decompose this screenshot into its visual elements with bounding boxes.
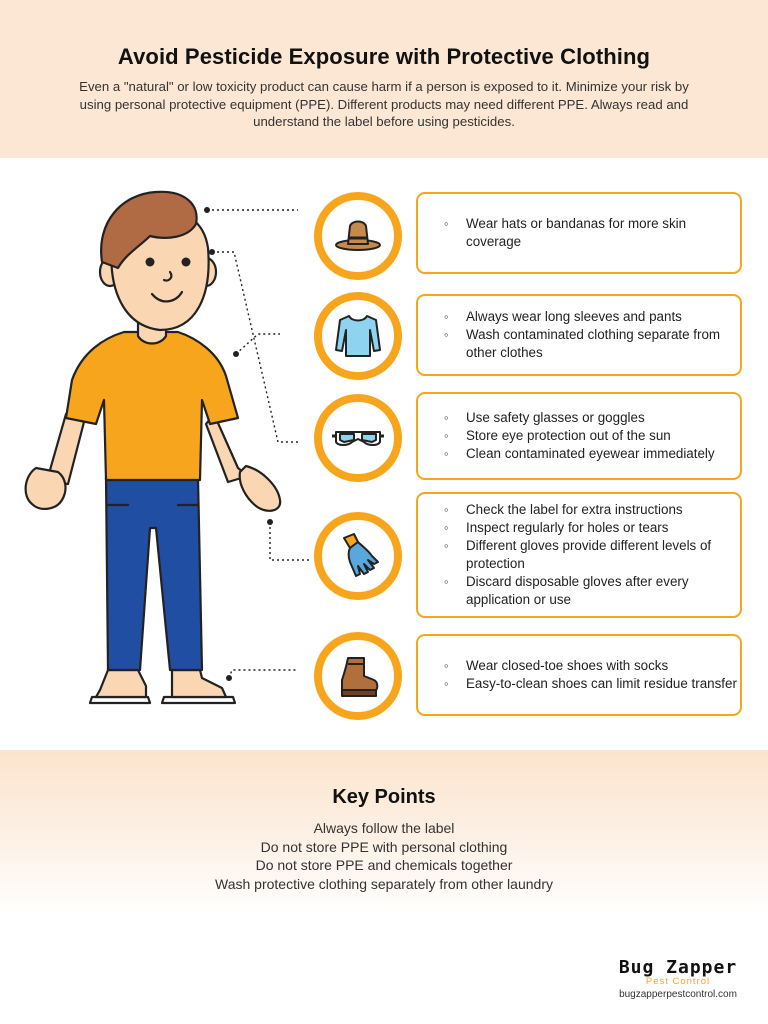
- list-item: ◦ Wear hats or bandanas for more skin coverage: [444, 215, 740, 251]
- brand-url: bugzapperpestcontrol.com: [619, 989, 737, 1000]
- page-title: Avoid Pesticide Exposure with Protective Clothing: [117, 44, 651, 69]
- hat-card: [416, 192, 742, 274]
- list-item: ◦ Clean contaminated eyewear immediately: [444, 445, 740, 463]
- brand-name: Bug Zapper: [618, 957, 738, 978]
- bullet-list: [444, 215, 740, 251]
- list-item: ◦ Discard disposable gloves after every application or use: [444, 573, 740, 609]
- list-item: ◦ Wear closed-toe shoes with socks: [444, 657, 740, 675]
- key-point: Wash protective clothing separately from other laundry: [215, 875, 553, 892]
- eyewear-card: [416, 392, 742, 480]
- hat-icon-ring: [314, 192, 402, 280]
- key-point: Do not store PPE with personal clothing: [260, 838, 508, 855]
- gloves-card: [416, 492, 742, 618]
- goggles-icon-ring: [314, 394, 402, 482]
- shirt-icon-ring: [314, 292, 402, 380]
- bullet-list: [444, 501, 740, 609]
- key-points-title: Key Points: [332, 786, 436, 808]
- boot-icon: [322, 640, 394, 712]
- gloves-icon-ring: [314, 512, 402, 600]
- bullet-list: [444, 657, 740, 693]
- list-item: ◦ Inspect regularly for holes or tears: [444, 519, 740, 537]
- goggles-icon: [322, 402, 394, 474]
- list-item: ◦ Store eye protection out of the sun: [444, 427, 740, 445]
- list-item: ◦ Always wear long sleeves and pants: [444, 308, 740, 326]
- list-item: ◦ Wash contaminated clothing separate from other clothes: [444, 326, 740, 362]
- bullet-list: [444, 308, 740, 362]
- bullet-list: [444, 409, 740, 463]
- clothing-card: [416, 294, 742, 376]
- list-item: ◦ Use safety glasses or goggles: [444, 409, 740, 427]
- gloves-icon: [322, 520, 394, 592]
- key-point: Do not store PPE and chemicals together: [255, 857, 513, 873]
- hat-icon: [322, 200, 394, 272]
- list-item: ◦ Different gloves provide different levels of protection: [444, 537, 740, 573]
- key-points-list: [0, 819, 768, 893]
- intro-text: Even a "natural" or low toxicity product can cause harm if a person is exposed to it. Minimize your risk by using personal protective equipment (PPE). Different products may need different PPE. Always read and understand the label before using pesticides.: [79, 79, 689, 129]
- brand-logo: [614, 957, 742, 1000]
- brand-tagline: Pest Control: [645, 976, 711, 987]
- header-banner: [0, 0, 768, 158]
- key-point: Always follow the label: [313, 820, 455, 836]
- long-sleeve-shirt-icon: [322, 300, 394, 372]
- list-item: ◦ Easy-to-clean shoes can limit residue transfer: [444, 675, 740, 693]
- footwear-card: [416, 634, 742, 716]
- boot-icon-ring: [314, 632, 402, 720]
- list-item: ◦ Check the label for extra instructions: [444, 501, 740, 519]
